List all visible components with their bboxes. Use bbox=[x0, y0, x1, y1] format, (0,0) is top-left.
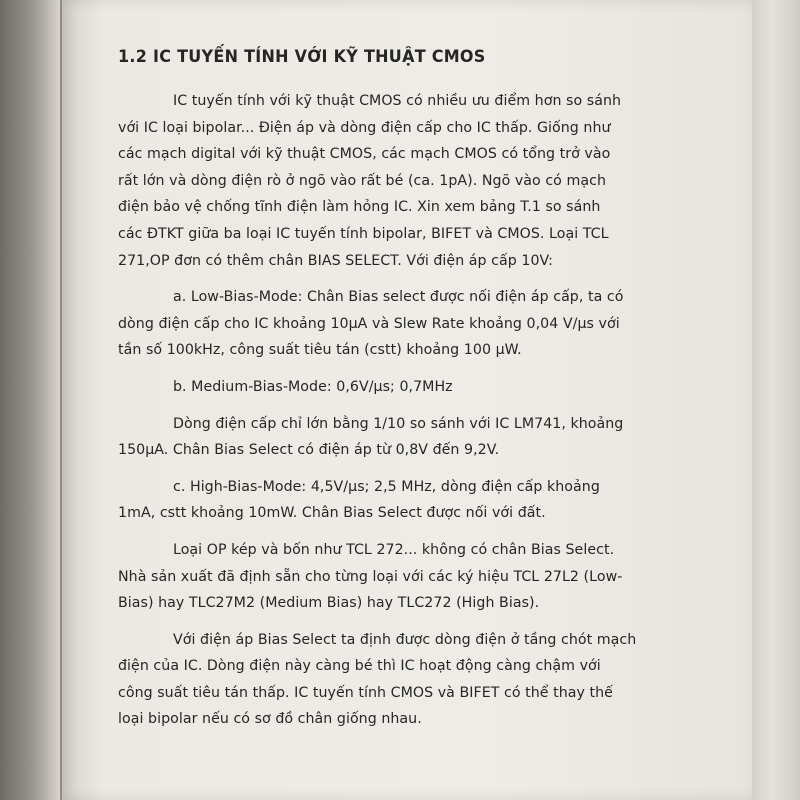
paragraph bbox=[118, 411, 658, 464]
paragraph bbox=[118, 627, 658, 733]
text-line: với IC loại bipolar... Điện áp và dòng điện cấp cho IC thấp. Giống như bbox=[118, 119, 611, 136]
paragraph bbox=[118, 284, 658, 364]
text-line: Dòng điện cấp chỉ lớn bằng 1/10 so sánh với IC LM741, khoảng bbox=[173, 415, 624, 432]
paragraph bbox=[118, 88, 658, 274]
text-line: các mạch digital với kỹ thuật CMOS, các mạch CMOS có tổng trở vào bbox=[118, 146, 611, 163]
text-line: tần số 100kHz, công suất tiêu tán (cstt) khoảng 100 µW. bbox=[118, 342, 522, 359]
text-line: a. Low-Bias-Mode: Chân Bias select được nối điện áp cấp, ta có bbox=[173, 289, 624, 306]
paragraph bbox=[118, 474, 658, 527]
body-text bbox=[118, 88, 658, 733]
text-line: 1mA, cstt khoảng 10mW. Chân Bias Select được nối với đất. bbox=[118, 505, 546, 522]
text-line: dòng điện cấp cho IC khoảng 10µA và Slew Rate khoảng 0,04 V/µs với bbox=[118, 315, 620, 332]
page-content bbox=[118, 44, 658, 743]
text-line: Bias) hay TLC27M2 (Medium Bias) hay TLC272 (High Bias). bbox=[118, 595, 540, 612]
paragraph bbox=[118, 537, 658, 617]
text-line: Loại OP kép và bốn như TCL 272... không có chân Bias Select. bbox=[173, 541, 615, 558]
text-line: 271,OP đơn có thêm chân BIAS SELECT. Với điện áp cấp 10V: bbox=[118, 252, 553, 269]
text-line: b. Medium-Bias-Mode: 0,6V/µs; 0,7MHz bbox=[173, 378, 453, 395]
paragraph bbox=[118, 374, 658, 401]
text-line: công suất tiêu tán thấp. IC tuyến tính CMOS và BIFET có thể thay thế bbox=[118, 684, 613, 701]
section-heading: 1.2 IC TUYẾN TÍNH VỚI KỸ THUẬT CMOS bbox=[118, 47, 486, 67]
text-line: loại bipolar nếu có sơ đồ chân giống nhau. bbox=[118, 711, 422, 728]
text-line: rất lớn và dòng điện rò ở ngõ vào rất bé (ca. 1pA). Ngõ vào có mạch bbox=[118, 172, 606, 189]
text-line: c. High-Bias-Mode: 4,5V/µs; 2,5 MHz, dòng điện cấp khoảng bbox=[173, 478, 600, 495]
text-line: điện của IC. Dòng điện này càng bé thì IC hoạt động càng chậm với bbox=[118, 658, 601, 675]
text-line: điện bảo vệ chống tĩnh điện làm hỏng IC. Xin xem bảng T.1 so sánh bbox=[118, 199, 601, 216]
text-line: Nhà sản xuất đã định sẵn cho từng loại với các ký hiệu TCL 27L2 (Low- bbox=[118, 568, 623, 585]
next-page-edge bbox=[752, 0, 800, 800]
text-line: các ĐTKT giữa ba loại IC tuyến tính bipolar, BIFET và CMOS. Loại TCL bbox=[118, 225, 609, 242]
text-line: IC tuyến tính với kỹ thuật CMOS có nhiều ưu điểm hơn so sánh bbox=[173, 93, 622, 109]
book-spine-shadow bbox=[0, 0, 60, 800]
text-line: Với điện áp Bias Select ta định được dòng điện ở tầng chót mạch bbox=[173, 631, 637, 648]
text-line: 150µA. Chân Bias Select có điện áp từ 0,8V đến 9,2V. bbox=[118, 442, 500, 459]
